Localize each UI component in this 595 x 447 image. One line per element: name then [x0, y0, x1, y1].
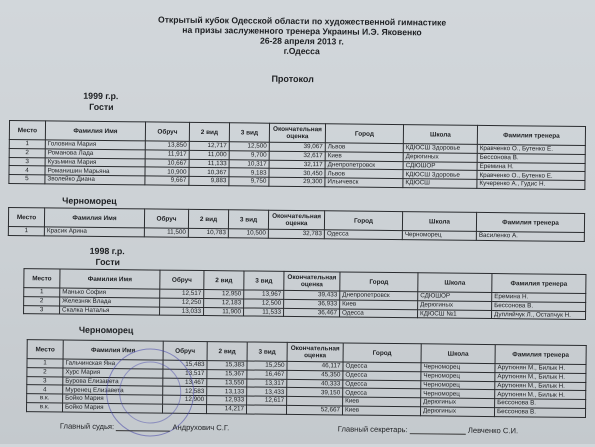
column-final-score-cell: 39,433	[284, 290, 340, 299]
column-hoop-header: Обруч	[145, 122, 189, 141]
column-hoop-cell: 10,667	[145, 158, 189, 167]
column-final-score-cell: 32,783	[268, 229, 324, 238]
section-group: Черноморец	[78, 324, 134, 336]
chief-secretary-signature	[338, 424, 518, 435]
column-apparatus-2-cell: 10,367	[189, 168, 229, 177]
column-apparatus-2-cell: 13,550	[207, 378, 247, 387]
column-city-header: Город	[324, 211, 402, 231]
column-hoop-cell: 12,583	[163, 386, 207, 395]
column-apparatus-3-cell: 12,617	[247, 396, 287, 405]
column-apparatus-2-cell: 13,133	[207, 387, 247, 396]
title-line-2: на призы заслуженного тренера Украины И.Э. Яковенко	[182, 24, 422, 38]
column-place-header: Место	[8, 207, 44, 226]
column-hoop-cell: 9,667	[145, 176, 189, 185]
column-name-cell: Головина Мария	[45, 140, 145, 150]
column-hoop-cell: 10,900	[145, 167, 189, 176]
column-final-score-cell: 45,350	[287, 370, 343, 379]
column-final-score-cell: 52,667	[286, 405, 342, 414]
column-hoop-cell: 13,467	[163, 378, 207, 387]
column-school-cell: Дерюгиных	[421, 398, 495, 408]
column-apparatus-2-cell: 15,383	[207, 361, 247, 370]
column-final-score-cell: 39,067	[269, 142, 325, 151]
column-place-cell: 1	[9, 139, 45, 148]
chief-secretary-label: Главный секретарь:	[337, 424, 408, 435]
column-final-score-cell: 39,150	[287, 388, 343, 397]
column-city-header: Город	[325, 124, 403, 144]
signature-line	[410, 433, 466, 435]
column-city-cell: Киев	[342, 406, 420, 416]
column-coach-cell: Дупляйчук Л., Остапчук Н.	[491, 310, 585, 320]
column-place-cell: 1	[27, 359, 63, 368]
column-apparatus-2-cell: 12,950	[204, 290, 244, 299]
column-name-header: Фамилия Имя	[63, 340, 163, 360]
column-coach-cell: Кравченко О., Бутенко Е.	[477, 144, 585, 154]
column-school-cell: СДЮШОР	[418, 292, 492, 302]
column-city-header: Город	[340, 272, 418, 292]
column-apparatus-2-cell: 14,217	[206, 405, 246, 414]
column-apparatus-2-header: 2 вид	[188, 209, 228, 228]
column-final-score-header: Окончательная оценка	[269, 123, 325, 143]
section-group: Гости	[95, 256, 121, 268]
column-apparatus-2-cell: 11,900	[204, 307, 244, 316]
column-school-header: Школа	[403, 125, 477, 145]
column-coach-cell: Василенко А.	[476, 231, 584, 241]
column-apparatus-3-header: 3 вид	[247, 342, 287, 361]
column-school-cell: КДЮСШ №1	[417, 309, 491, 319]
column-apparatus-3-cell: 11,533	[244, 308, 284, 317]
column-apparatus-3-cell: 10,500	[228, 229, 268, 238]
column-name-cell: Муренец Елизавета	[63, 385, 163, 395]
column-name-cell: Бурова Елизавета	[63, 377, 163, 387]
column-apparatus-2-cell: 11,000	[189, 150, 229, 159]
results-table	[8, 120, 586, 190]
column-coach-header: Фамилия тренера	[492, 274, 586, 294]
column-apparatus-2-header: 2 вид	[207, 342, 247, 361]
column-place-cell: в.к.	[27, 394, 63, 403]
column-hoop-cell: 13,850	[145, 141, 189, 150]
chief-judge-signature	[60, 422, 229, 433]
column-coach-cell: Бессонова В.	[494, 408, 585, 418]
column-coach-cell: Еремина Н.	[477, 162, 585, 172]
section-group: Гости	[89, 101, 114, 113]
title-dates: 26-28 апреля 2013 г.	[259, 35, 344, 47]
column-name-cell: Романишин Марьяна	[45, 166, 145, 176]
column-place-cell: 1	[8, 226, 44, 235]
column-coach-header: Фамилия тренера	[476, 212, 584, 232]
column-place-header: Место	[27, 340, 63, 359]
column-place-cell: 2	[9, 148, 45, 157]
results-table	[23, 268, 586, 320]
column-school-cell: СДЮШОР	[403, 161, 477, 171]
column-city-cell: Одесса	[343, 362, 421, 372]
column-city-cell: Одесса	[340, 309, 418, 319]
column-apparatus-2-cell: 12,717	[189, 141, 229, 150]
column-name-cell: Скалка Наталья	[60, 306, 160, 316]
column-apparatus-2-header: 2 вид	[204, 271, 244, 290]
column-apparatus-3-cell: 9,700	[229, 151, 269, 160]
column-coach-cell: Арутюнян М., Билык Н.	[495, 390, 586, 400]
column-apparatus-3-cell: 9,750	[229, 177, 269, 186]
column-apparatus-2-cell: 12,933	[207, 396, 247, 405]
column-apparatus-3-cell: 16,467	[247, 370, 287, 379]
column-city-cell: Львов	[325, 169, 403, 179]
column-school-cell: Дерюгиных	[403, 152, 477, 162]
column-apparatus-3-header: 3 вид	[228, 210, 268, 229]
column-city-header: Город	[343, 343, 421, 363]
column-final-score-cell: 36,467	[284, 308, 340, 317]
column-city-cell: Днепропетровск	[340, 291, 418, 301]
column-final-score-cell: 32,617	[269, 151, 325, 160]
column-name-cell: Бойко Мария	[63, 394, 163, 404]
column-place-cell: 2	[24, 296, 60, 305]
column-place-header: Место	[24, 269, 60, 288]
column-school-header: Школа	[402, 212, 476, 232]
column-coach-cell: Кучеренко А., Гудис Н.	[477, 180, 585, 190]
column-hoop-cell: 12,900	[163, 395, 207, 404]
column-apparatus-3-cell: 12,500	[244, 299, 284, 308]
column-place-cell: 3	[9, 157, 45, 166]
column-name-header: Фамилия Имя	[44, 208, 144, 228]
column-place-cell: 4	[27, 385, 63, 394]
column-name-header: Фамилия Имя	[60, 269, 160, 289]
column-coach-cell: Бессонова В.	[492, 301, 586, 311]
column-school-cell: КДЮСШ Здоровье	[403, 144, 477, 154]
column-school-cell: Черноморец	[402, 231, 476, 241]
column-apparatus-3-cell: 13,967	[244, 290, 284, 299]
column-apparatus-2-cell: 11,133	[189, 159, 229, 168]
column-final-score-header: Окончательная оценка	[268, 210, 324, 230]
column-hoop-cell: 11,917	[145, 150, 189, 159]
chief-judge-name: Андрухович С.Г.	[172, 422, 230, 433]
column-coach-header: Фамилия тренера	[495, 345, 586, 365]
title-city: г.Одесса	[283, 45, 320, 57]
column-final-score-header: Окончательная оценка	[287, 342, 343, 362]
column-school-cell: Черноморец	[421, 363, 495, 373]
column-city-cell: Одесса	[324, 230, 402, 240]
column-coach-cell: Арутюнян М., Билык Н.	[495, 372, 586, 382]
column-city-cell: Одесса	[343, 388, 421, 398]
column-apparatus-2-cell: 9,883	[189, 177, 229, 186]
column-final-score-cell: 29,300	[269, 177, 325, 186]
column-hoop-cell: 13,033	[160, 307, 204, 316]
column-final-score-cell: 30,450	[269, 169, 325, 178]
results-table	[8, 207, 585, 242]
section-group: Черноморец	[62, 195, 117, 207]
column-hoop-header: Обруч	[144, 209, 188, 228]
column-apparatus-2-cell: 12,183	[204, 298, 244, 307]
column-place-cell: 3	[24, 305, 60, 314]
column-apparatus-3-cell: 9,183	[229, 168, 269, 177]
column-apparatus-3-cell: 13,433	[247, 387, 287, 396]
column-city-cell: Одесса	[343, 380, 421, 390]
column-hoop-cell: 15,483	[163, 360, 207, 369]
column-city-cell: Львов	[325, 143, 403, 153]
column-school-cell: КДЮСШ Здоровье	[403, 170, 477, 180]
column-city-cell: Ильичевск	[325, 178, 403, 188]
column-name-cell: Бойко Мария	[62, 403, 162, 413]
column-apparatus-3-cell: 13,317	[247, 379, 287, 388]
column-coach-cell: Бессонова В.	[495, 399, 586, 409]
column-name-cell: Гальчинская Яна	[63, 359, 163, 369]
column-apparatus-3-cell: 10,317	[229, 159, 269, 168]
column-school-cell: Черноморец	[421, 380, 495, 390]
column-school-cell: Дерюгиных	[420, 407, 494, 417]
column-place-cell: в.к.	[27, 403, 63, 412]
protocol-heading: Протокол	[271, 73, 314, 85]
column-school-cell: Дерюгиных	[418, 301, 492, 311]
column-place-cell: 1	[24, 288, 60, 297]
column-apparatus-3-cell: 12,500	[229, 142, 269, 151]
column-city-cell: Киев	[340, 300, 418, 310]
column-coach-cell: Кравченко О., Бутенко Е.	[477, 171, 585, 181]
column-school-header: Школа	[421, 344, 495, 364]
column-name-cell: Романова Лада	[45, 149, 145, 159]
column-name-cell: Железняк Влада	[60, 297, 160, 307]
column-place-cell: 3	[27, 376, 63, 385]
column-hoop-header: Обруч	[160, 270, 204, 289]
column-apparatus-3-header: 3 вид	[229, 123, 269, 142]
section-year: 1998 г.р.	[89, 245, 125, 257]
column-place-cell: 5	[9, 175, 45, 184]
column-final-score-cell: 46,117	[287, 361, 343, 370]
column-place-header: Место	[9, 120, 45, 139]
column-city-cell: Киев	[325, 152, 403, 162]
title-line-1: Открытый кубок Одесской области по художественной гимнастике	[157, 14, 447, 28]
column-hoop-cell: 12,250	[160, 298, 204, 307]
column-coach-cell: Арутюнян М., Билык Н.	[495, 381, 586, 391]
column-place-cell: 2	[27, 367, 63, 376]
column-hoop-cell: 11,500	[144, 228, 188, 237]
column-hoop-cell: 12,517	[160, 289, 204, 298]
column-apparatus-3-header: 3 вид	[244, 271, 284, 290]
column-apparatus-2-header: 2 вид	[189, 122, 229, 141]
column-city-cell: Днепропетровск	[325, 160, 403, 170]
column-final-score-cell: 36,933	[284, 299, 340, 308]
column-name-cell: Манько София	[60, 288, 160, 298]
section-year: 1999 г.р.	[83, 90, 119, 102]
column-city-cell: Одесса	[343, 371, 421, 381]
column-name-header: Фамилия Имя	[45, 121, 145, 141]
chief-judge-label: Главный судья:	[59, 421, 115, 432]
column-coach-cell: Арутюнян М., Билык Н.	[495, 364, 586, 374]
column-city-cell: Киев	[343, 397, 421, 407]
column-final-score-cell: 40,333	[287, 379, 343, 388]
chief-secretary-name: Левченко С.И.	[467, 425, 519, 436]
column-apparatus-3-cell	[246, 405, 286, 414]
column-name-cell: Кузьмина Мария	[45, 157, 145, 167]
column-coach-cell: Еремина Н.	[492, 293, 586, 303]
column-name-cell: Зволейко Диана	[45, 175, 145, 185]
column-name-cell: Хурс Мария	[63, 368, 163, 378]
column-school-cell: КДЮСШ	[403, 179, 477, 189]
column-final-score-header: Окончательная оценка	[284, 271, 340, 291]
column-hoop-cell: 13,517	[163, 369, 207, 378]
column-name-cell: Красик Арина	[44, 227, 144, 237]
column-school-header: Школа	[418, 273, 492, 293]
column-place-cell: 4	[9, 166, 45, 175]
column-school-cell: Черноморец	[421, 372, 495, 382]
column-apparatus-2-cell: 10,783	[188, 228, 228, 237]
column-school-cell: Черноморец	[421, 389, 495, 399]
column-coach-header: Фамилия тренера	[477, 125, 585, 145]
column-hoop-header: Обруч	[163, 341, 207, 360]
column-apparatus-3-cell: 15,250	[247, 361, 287, 370]
column-coach-cell: Бессонова В.	[477, 153, 585, 163]
column-apparatus-2-cell: 15,367	[207, 369, 247, 378]
column-final-score-cell: 32,117	[269, 160, 325, 169]
